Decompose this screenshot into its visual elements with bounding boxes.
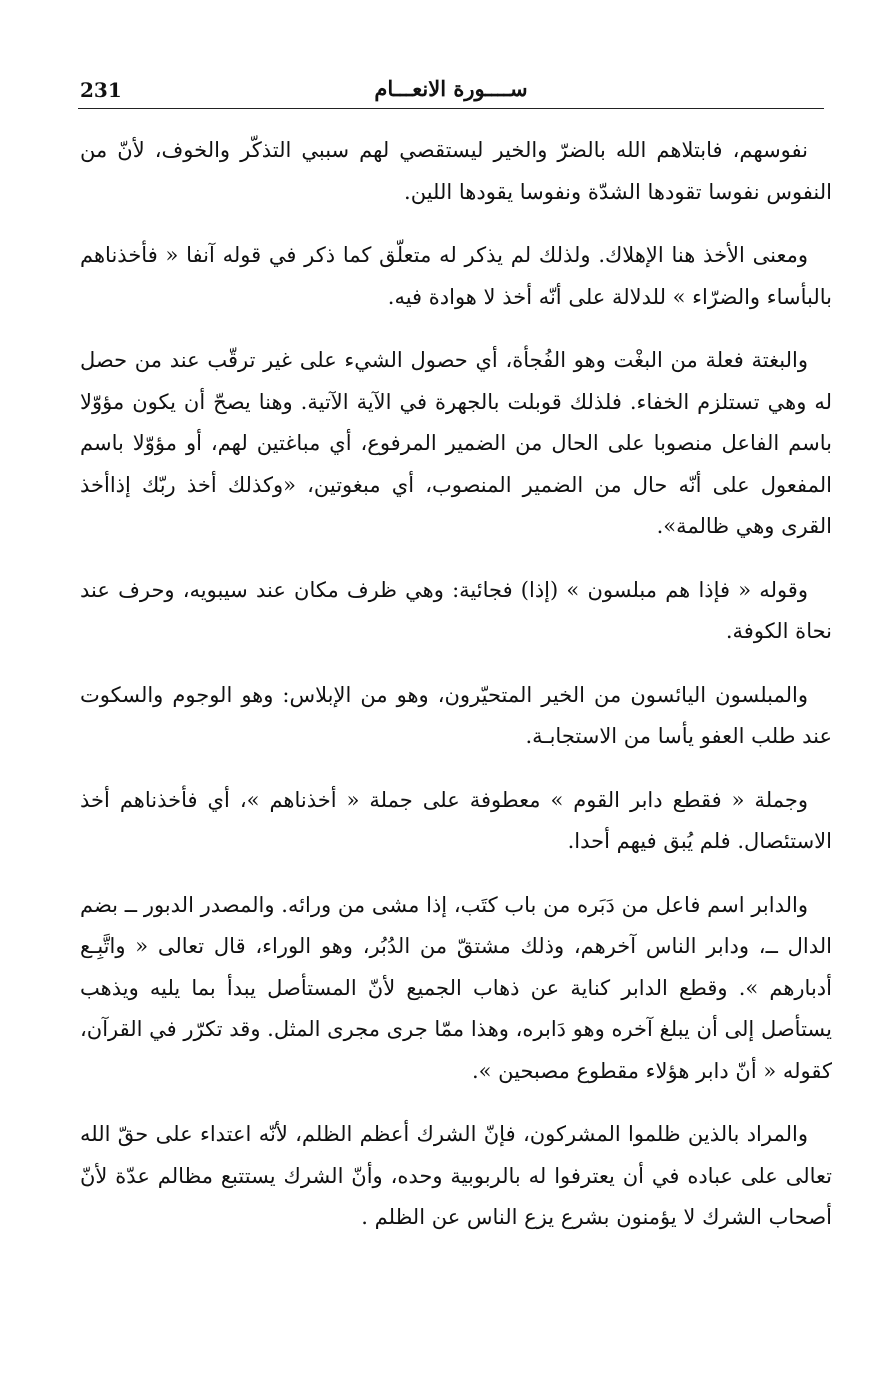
header-divider xyxy=(78,108,824,109)
paragraph: وقوله « فإذا هم مبلسون » (إذا) فجائية: وهي ظرف مكان عند سيبويه، وحرف عند نحاة الكوفة. xyxy=(80,577,832,643)
paragraph: والمراد بالذين ظلموا المشركون، فإنّ الشرك أعظم الظلم، لأنّه اعتداء على حقّ الله تعالى على عباده في أن يعترفوا له بالربوبية وحده، وأنّ الشرك يستتبع مظالم عدّة لأنّ أصحاب الشرك لا يؤمنون بشرع يزع الناس عن الظلم . xyxy=(80,1122,832,1229)
running-title: ســــورة الانعـــام xyxy=(374,76,528,101)
paragraph: والمبلسون اليائسون من الخير المتحيّرون، وهو من الإبلاس: وهو الوجوم والسكوت عند طلب العفو يأسا من الاستجابـة. xyxy=(80,682,832,748)
paragraph: نفوسهم، فابتلاهم الله بالضرّ والخير ليستقصي لهم سببي التذكّر والخوف، لأنّ من النفوس نفوسا تقودها الشدّة ونفوسا يقودها اللين. xyxy=(80,138,832,204)
paragraph: ومعنى الأخذ هنا الإهلاك. ولذلك لم يذكر له متعلّق كما ذكر في قوله آنفا « فأخذناهم بالبأساء والضرّاء » للدلالة على أنّه أخذ لا هوادة فيه. xyxy=(80,243,832,309)
paragraph: والبغتة فعلة من البغْت وهو الفُجأة، أي حصول الشيء على غير ترقّب عند من حصل له وهي تستلزم الخفاء. فلذلك قوبلت بالجهرة في الآية الآتية. وهنا يصحّ أن يكون مؤوّلا باسم الفاعل منصوبا على الحال من الضمير المرفوع، أي مباغتين لهم، أو مؤوّلا باسم المفعول على أنّه حال من الضمير المنصوب، أي مبغوتين، «وكذلك أخذ ربّك إذاأخذ القرى وهي ظالمة». xyxy=(80,348,832,538)
page-number: 231 xyxy=(80,78,122,102)
body-text xyxy=(80,130,832,1261)
paragraph: وجملة « فقطع دابر القوم » معطوفة على جملة « أخذناهم »، أي فأخذناهم أخذ الاستئصال. فلم يُبق فيهم أحدا. xyxy=(80,787,832,853)
page-header xyxy=(80,76,822,108)
paragraph: والدابر اسم فاعل من دَبَره من باب كتَب، إذا مشى من ورائه. والمصدر الدبور ــ بضم الدال ــ، ودابر الناس آخرهم، وذلك مشتقّ من الدُبُر، وهو الوراء، قال تعالى « واتَّبِـع أدبارهم ». وقطع الدابر كناية عن ذهاب الجميع لأنّ المستأصل يبدأ بما يليه ويذهب يستأصل إلى أن يبلغ آخره وهو دَابره، وهذا ممّا جرى مجرى المثل. وقد تكرّر في القرآن، كقوله « أنّ دابر هؤلاء مقطوع مصبحين ». xyxy=(80,892,832,1083)
